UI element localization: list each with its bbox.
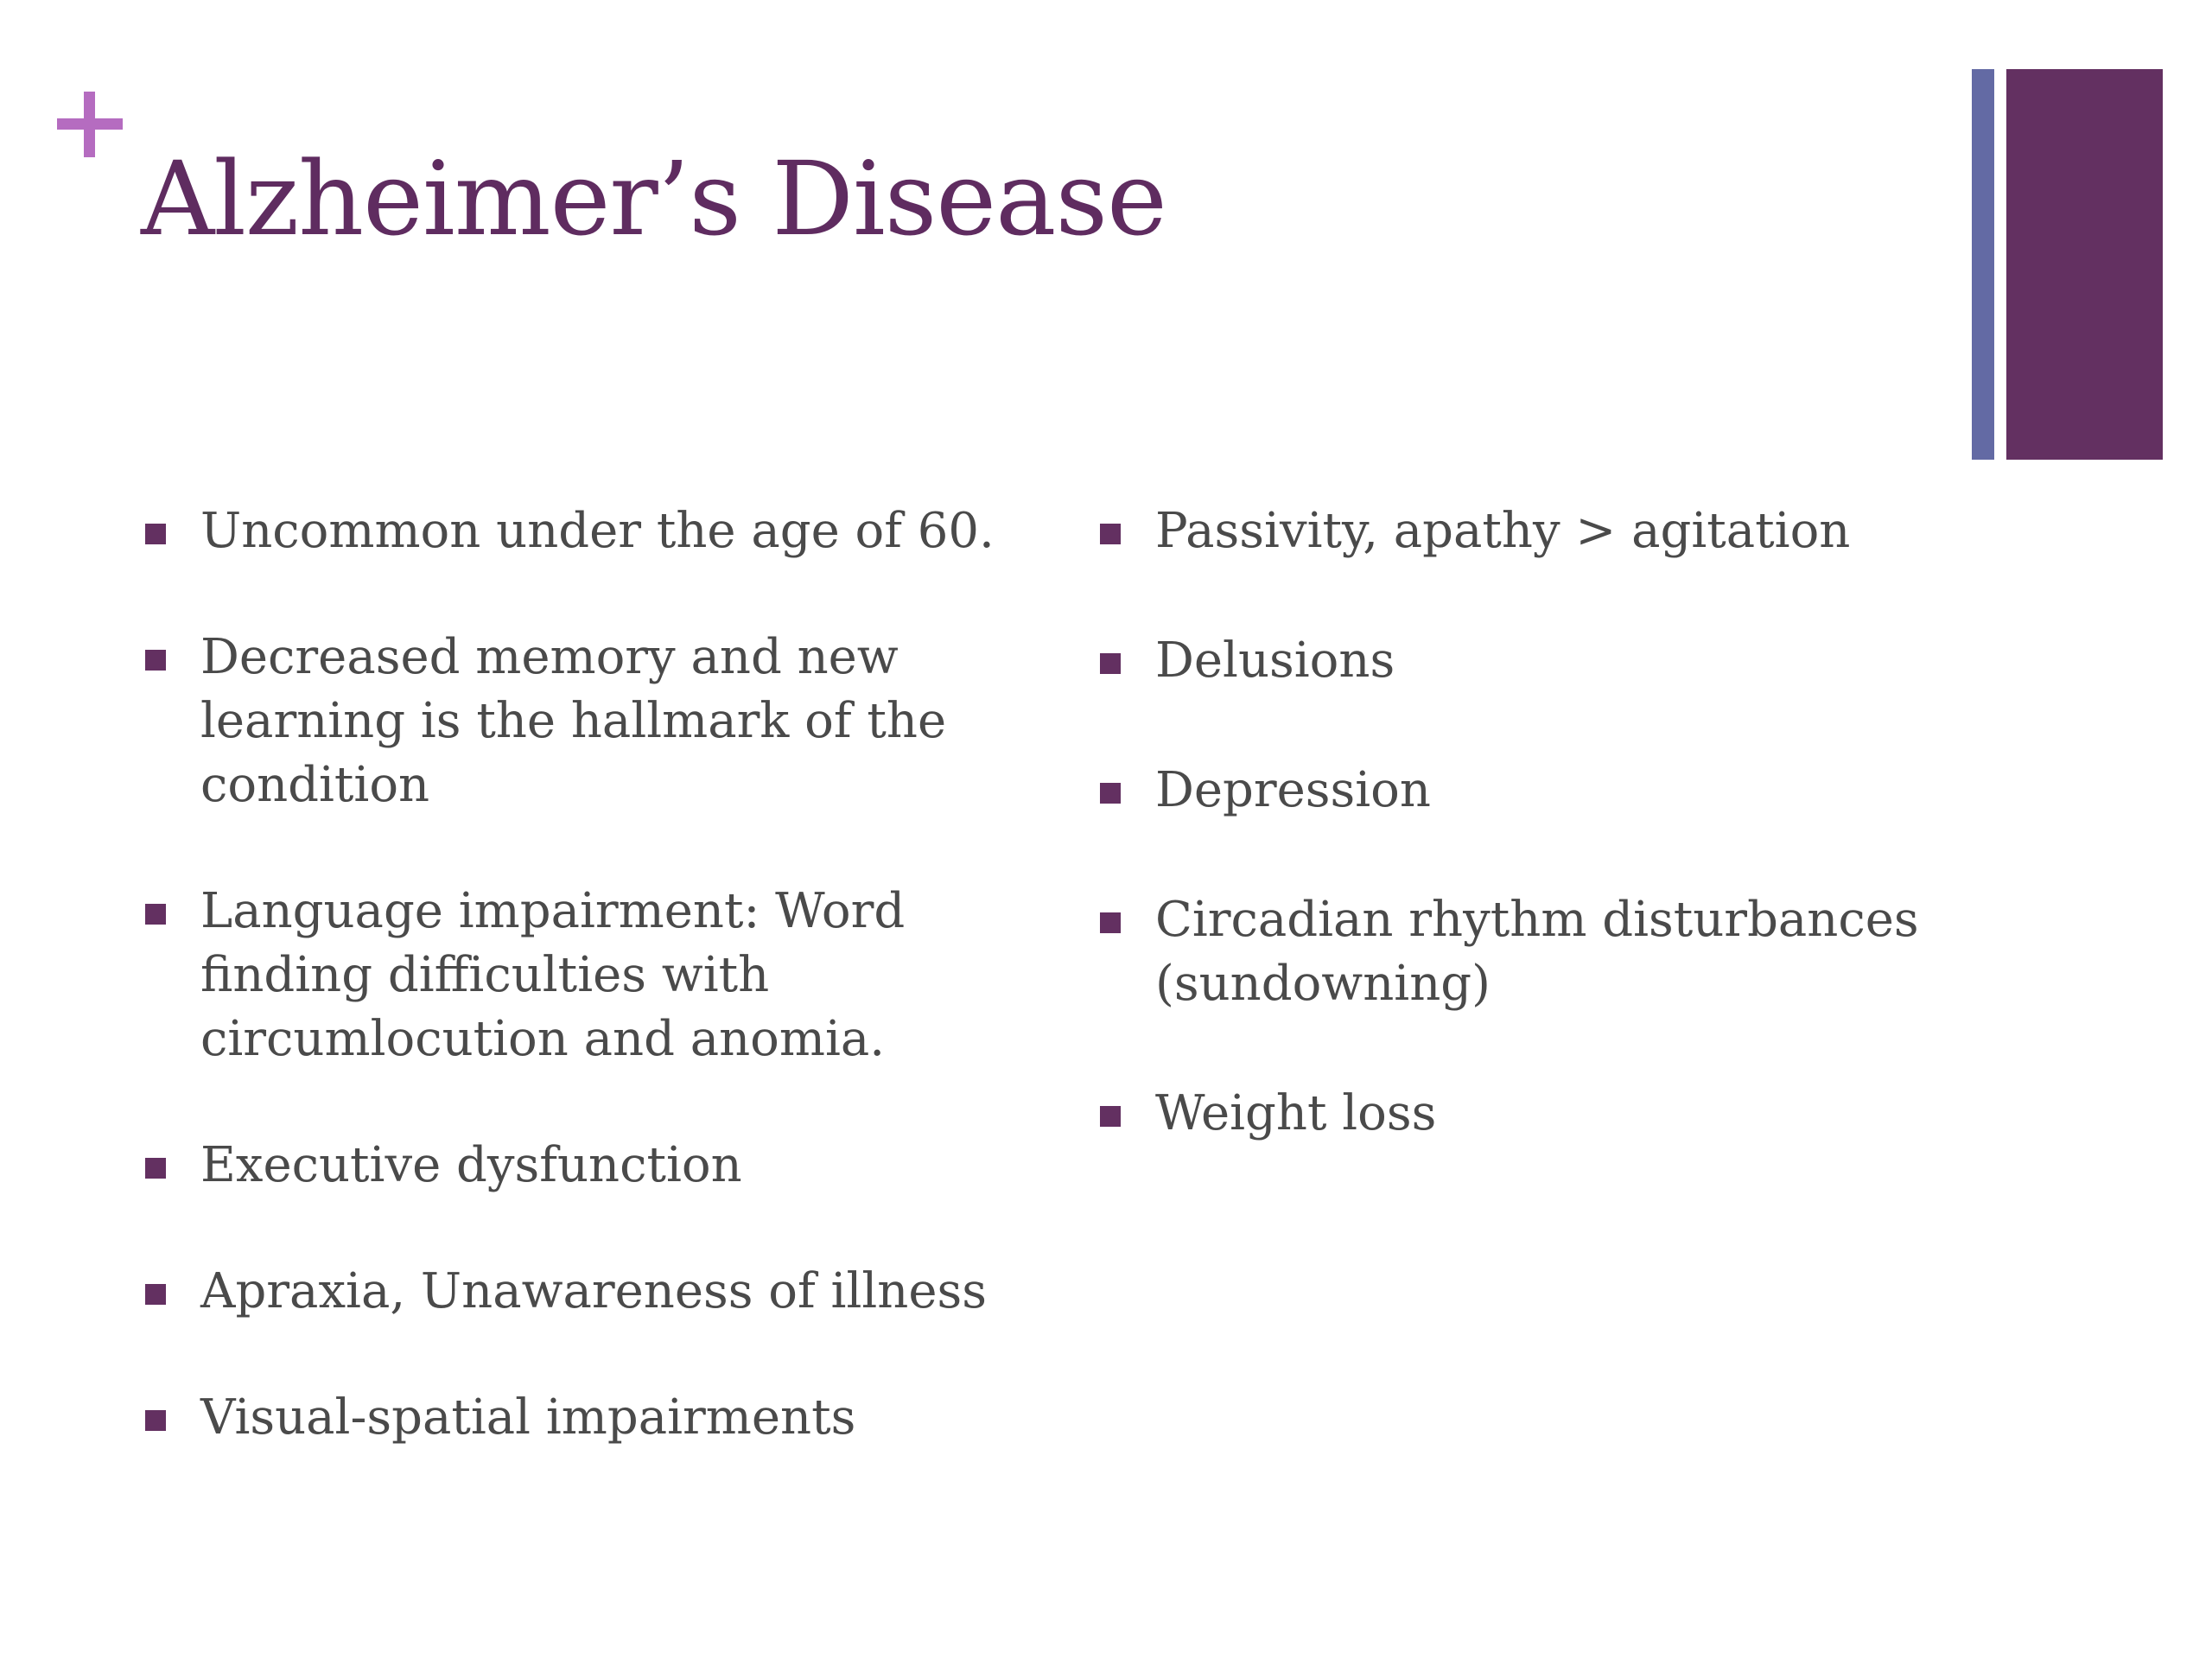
bullet-item [1100,759,2002,823]
square-bullet-icon [1100,524,1121,544]
bullet-text: Weight loss [1155,1085,1437,1141]
plus-icon-vertical [84,92,95,157]
bullet-text: Uncommon under the age of 60. [200,503,995,559]
bullet-text: Executive dysfunction [200,1137,742,1193]
bullet-item [145,499,1065,563]
bullet-item [1100,888,1933,1016]
accent-bar-thick [2006,69,2163,460]
square-bullet-icon [145,1158,166,1179]
bullet-text: Delusions [1155,632,1395,689]
square-bullet-icon [145,1284,166,1305]
bullet-item [1100,629,2002,693]
square-bullet-icon [1100,1106,1121,1127]
right-bullet-list [1100,499,1964,1146]
bullet-text: Decreased memory and new learning is the hallmark of the condition [200,629,947,813]
square-bullet-icon [1100,653,1121,674]
left-bullet-list [145,499,1078,1450]
bullet-text: Visual-spatial impairments [200,1389,856,1446]
square-bullet-icon [145,1410,166,1431]
square-bullet-icon [145,524,166,544]
bullet-item [145,880,961,1071]
square-bullet-icon [1100,912,1121,933]
bullet-item [145,1260,1065,1324]
slide-title: Alzheimer’s Disease [141,139,1166,258]
square-bullet-icon [145,904,166,925]
bullet-item [145,626,961,817]
bullet-text: Language impairment: Word finding difficulties with circumlocution and anomia. [200,883,906,1067]
bullet-text: Depression [1155,762,1431,818]
bullet-text: Circadian rhythm disturbances (sundowning) [1155,892,1919,1012]
bullet-item [145,1134,1065,1198]
accent-bar-thin [1972,69,1994,460]
bullet-item [1100,1082,2002,1146]
square-bullet-icon [145,650,166,671]
bullet-text: Passivity, apathy > agitation [1155,503,1851,559]
bullet-item [1100,499,2002,563]
plus-icon [57,92,123,157]
square-bullet-icon [1100,783,1121,804]
bullet-item [145,1386,1065,1450]
bullet-text: Apraxia, Unawareness of illness [200,1263,987,1319]
